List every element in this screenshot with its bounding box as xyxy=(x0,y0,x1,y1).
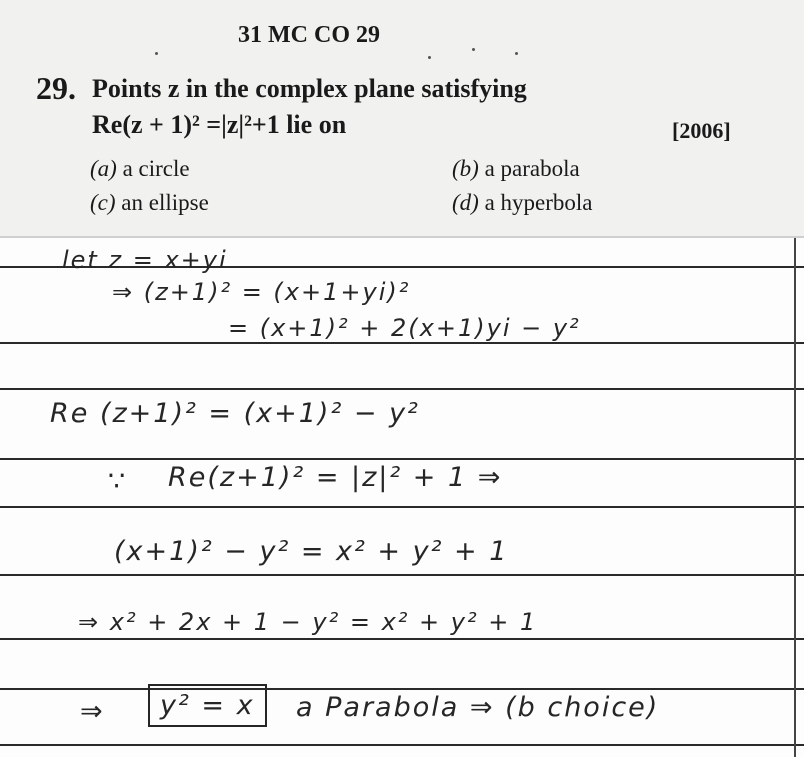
hw-line-condition: Re(z+1)² = |z|² + 1 ⇒ xyxy=(168,462,503,493)
option-c-label: (c) xyxy=(90,190,116,215)
hw-line-let: let z = x+yi xyxy=(62,246,228,274)
speck-dot xyxy=(515,52,518,55)
ruled-line xyxy=(0,638,804,640)
question-text-line1: Points z in the complex plane satisfying xyxy=(92,74,527,103)
speck-dot xyxy=(155,52,158,55)
speck-dot xyxy=(428,56,431,59)
hw-line-since-symbol: ∵ xyxy=(108,466,128,497)
hw-line-implies: ⇒ xyxy=(80,696,105,727)
hw-line-real-part: Re (z+1)² = (x+1)² − y² xyxy=(50,398,420,429)
hw-boxed-answer: y² = x xyxy=(148,684,267,727)
option-d xyxy=(452,190,593,216)
option-b-label: (b) xyxy=(452,156,479,181)
page-edge xyxy=(794,238,796,757)
hw-line-expand: ⇒ (z+1)² = (x+1+yi)² xyxy=(112,278,411,306)
ruled-line xyxy=(0,342,804,344)
ruled-line xyxy=(0,688,804,690)
year-tag: [2006] xyxy=(672,118,731,143)
hw-line-simplify: ⇒ x² + 2x + 1 − y² = x² + y² + 1 xyxy=(78,608,538,636)
hw-line-expanded: = (x+1)² + 2(x+1)yi − y² xyxy=(228,314,581,342)
ruled-line xyxy=(0,506,804,508)
option-d-label: (d) xyxy=(452,190,479,215)
option-b-text: a parabola xyxy=(484,156,580,181)
option-a xyxy=(90,156,190,182)
ruled-line xyxy=(0,574,804,576)
printed-question-panel xyxy=(0,0,804,238)
option-a-text: a circle xyxy=(122,156,190,181)
ruled-line xyxy=(0,388,804,390)
ruled-line xyxy=(0,458,804,460)
header-code: 31 MC CO 29 xyxy=(238,22,380,48)
ruled-line xyxy=(0,744,804,746)
hw-line-equation: (x+1)² − y² = x² + y² + 1 xyxy=(114,536,509,567)
notebook-page xyxy=(0,238,804,757)
option-a-label: (a) xyxy=(90,156,117,181)
question-text-line2: Re(z + 1)² =|z|²+1 lie on xyxy=(92,110,347,139)
option-b xyxy=(452,156,580,182)
hw-conclusion: a Parabola ⇒ (b choice) xyxy=(296,692,660,723)
option-c xyxy=(90,190,209,216)
speck-dot xyxy=(472,48,475,51)
question-number: 29. xyxy=(36,70,76,106)
option-d-text: a hyperbola xyxy=(484,190,593,215)
option-c-text: an ellipse xyxy=(121,190,209,215)
